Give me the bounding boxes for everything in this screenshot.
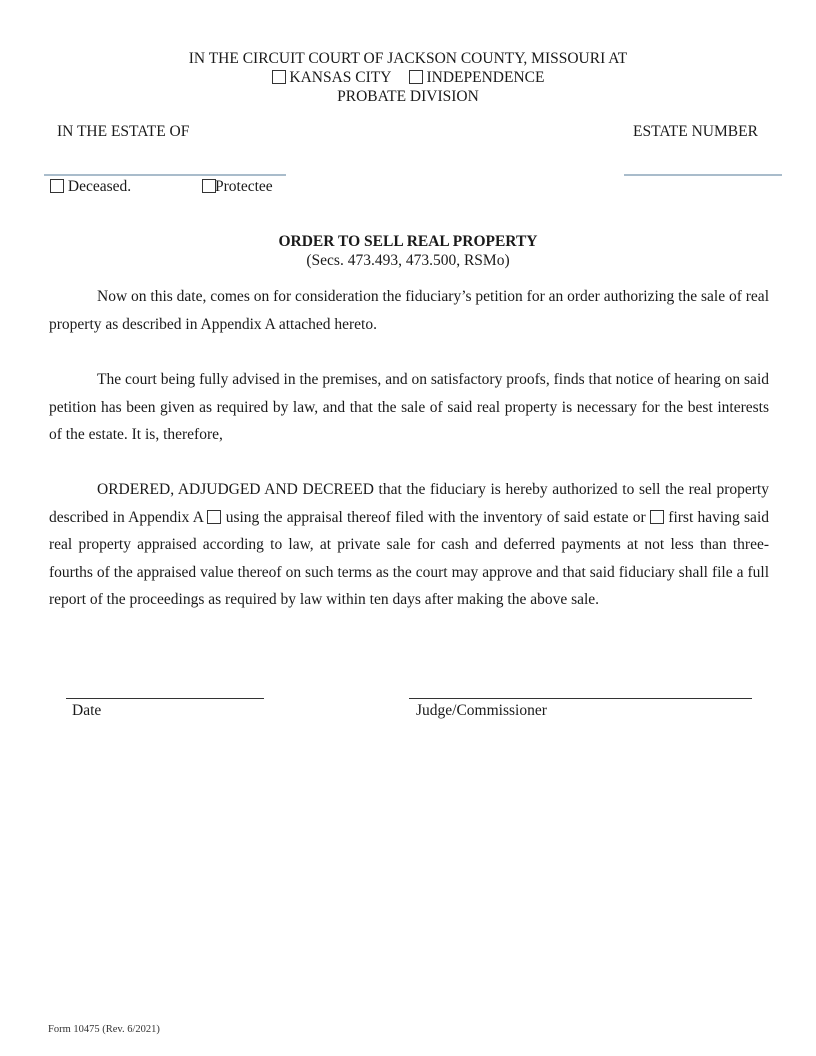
estate-number-field[interactable] <box>624 150 782 174</box>
independence-label: INDEPENDENCE <box>426 69 545 86</box>
paragraph-order <box>49 476 769 614</box>
use-appraisal-checkbox[interactable] <box>207 510 221 524</box>
form-number: Form 10475 (Rev. 6/2021) <box>48 1024 160 1035</box>
protectee-checkbox[interactable] <box>202 179 216 193</box>
independence-checkbox[interactable] <box>409 70 423 84</box>
division-heading: PROBATE DIVISION <box>337 88 479 105</box>
kansas-city-label: KANSAS CITY <box>289 69 391 86</box>
estate-number-underline <box>624 174 782 176</box>
kansas-city-checkbox[interactable] <box>272 70 286 84</box>
location-options <box>0 68 816 88</box>
judge-signature-line[interactable] <box>409 698 752 699</box>
estate-of-field[interactable] <box>44 150 286 174</box>
paragraph-findings: The court being fully advised in the premises, and on satisfactory proofs, finds that notice of hearing on said petition has been given as required by law, and that the sale of said real property is necessary for the best interests of the estate. It is, therefore, <box>49 371 769 443</box>
estate-of-label: IN THE ESTATE OF <box>57 123 190 140</box>
estate-number-label: ESTATE NUMBER <box>633 123 758 140</box>
document-subtitle: (Secs. 473.493, 473.500, RSMo) <box>306 252 510 269</box>
deceased-option <box>50 178 131 196</box>
court-heading: IN THE CIRCUIT COURT OF JACKSON COUNTY, MISSOURI AT <box>188 50 628 67</box>
document-title: ORDER TO SELL REAL PROPERTY <box>278 233 538 250</box>
protectee-label: Protectee <box>215 178 273 195</box>
deceased-label: Deceased. <box>67 178 132 195</box>
first-appraise-checkbox[interactable] <box>650 510 664 524</box>
order-text: ORDERED, ADJUDGED AND DECREED that the fiduciary is hereby authorized to sell the real property described in Appendix A <box>49 481 769 526</box>
estate-of-underline <box>44 174 286 176</box>
judge-label: Judge/Commissioner <box>416 702 547 719</box>
paragraph-petition: Now on this date, comes on for consideration the fiduciary’s petition for an order authorizing the sale of real property as described in Appendix A attached hereto. <box>49 288 769 333</box>
date-signature-line[interactable] <box>66 698 264 699</box>
date-label: Date <box>72 702 102 719</box>
first-appraise-label: first having said real property appraised according to law, at private sale for cash and deferred payments at not less than three-fourths of the appraised value thereof on such terms as the court may approve and that said fiduciary shall file a full report of the proceedings as required by law within ten days after making the above sale. <box>49 508 769 608</box>
deceased-checkbox[interactable] <box>50 179 64 193</box>
use-appraisal-label: using the appraisal thereof filed with the inventory of said estate or <box>225 508 646 526</box>
protectee-option <box>202 178 273 196</box>
